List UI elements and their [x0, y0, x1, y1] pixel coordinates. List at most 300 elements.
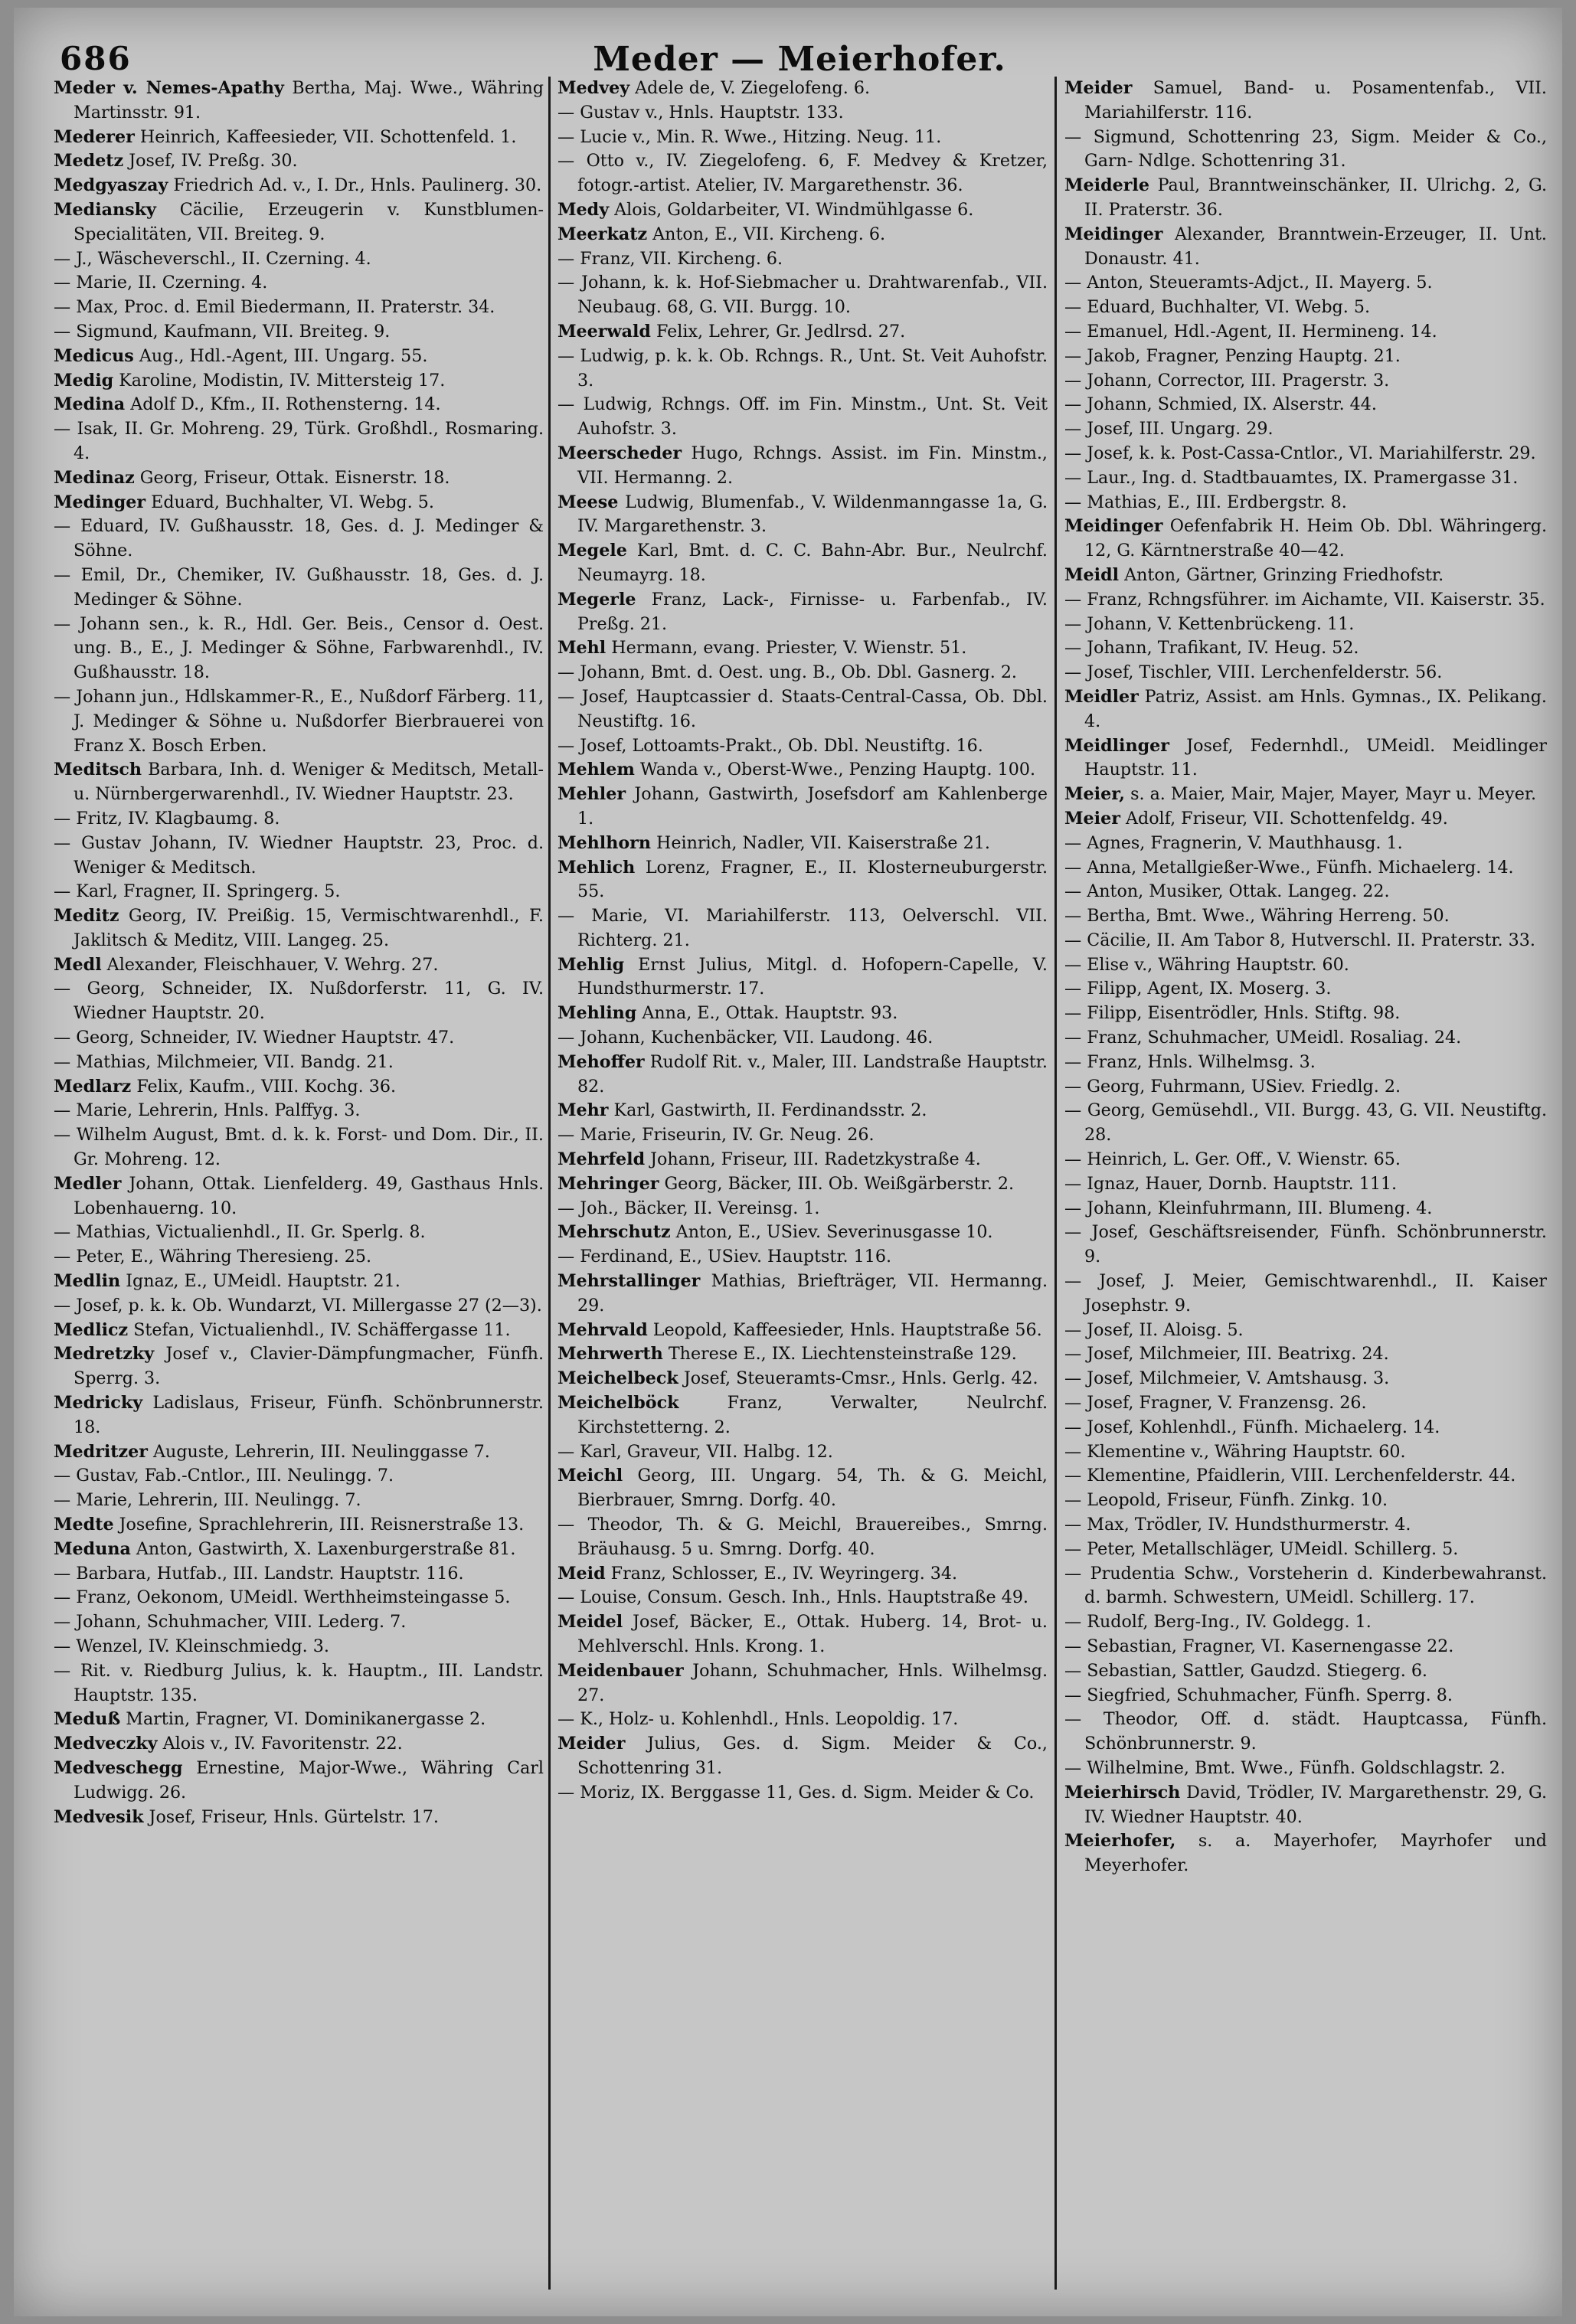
directory-entry: [557, 1659, 1048, 1708]
directory-entry: [1064, 1172, 1547, 1197]
entry-details: Ludwig, Blumenfab., V. Wildenmanngasse 1a, G. IV. Margarethenstr. 3.: [577, 492, 1048, 537]
directory-entry: [557, 832, 1048, 856]
entry-details: Felix, Lehrer, Gr. Jedlrsd. 27.: [650, 321, 906, 342]
entry-surname: Medy: [557, 199, 610, 220]
directory-entry: [54, 1586, 544, 1610]
directory-entry: [557, 758, 1048, 783]
entry-details: Ernst Julius, Mitgl. d. Hofopern-Capelle, V. Hundsthurmerstr. 17.: [577, 954, 1048, 999]
entry-details: Alexander, Branntwein-Erzeuger, II. Unt. Donaustr. 41.: [1084, 224, 1547, 269]
directory-entry: [1064, 174, 1547, 223]
directory-entry: [557, 1342, 1048, 1367]
entry-details: — Josef, II. Aloisg. 5.: [1064, 1319, 1244, 1340]
entry-details: — Theodor, Th. & G. Meichl, Brauereibes., Smrng. Bräuhausg. 5 u. Smrng. Dorfg. 40.: [557, 1515, 1048, 1559]
entry-surname: Mehl: [557, 638, 607, 659]
directory-entry: [1064, 345, 1547, 369]
entry-surname: Medritzer: [54, 1441, 148, 1462]
entry-details: — Georg, Gemüsehdl., VII. Burgg. 43, G. VII. Neustiftg. 28.: [1064, 1100, 1547, 1146]
entry-details: — Johann sen., k. R., Hdl. Ger. Beis., Censor d. Oest. ung. B., E., J. Medinger & Söhne, Farbwarenhdl., IV. Gußhausstr. 18.: [54, 613, 544, 683]
column-divider-2: [1054, 77, 1057, 2290]
entry-details: — Sigmund, Kaufmann, VII. Breiteg. 9.: [54, 321, 391, 342]
entry-details: — Siegfried, Schuhmacher, Fünfh. Sperrg. 8.: [1064, 1685, 1453, 1705]
directory-entry: [557, 1708, 1048, 1732]
directory-entry: [54, 1635, 544, 1659]
entry-details: — Anna, Metallgießer-Wwe., Fünfh. Michaelerg. 14.: [1064, 857, 1514, 878]
entry-details: — Marie, Lehrerin, Hnls. Palffyg. 3.: [54, 1100, 361, 1121]
entry-surname: Medlarz: [54, 1076, 132, 1097]
directory-entry: [1064, 126, 1547, 175]
directory-entry: [1064, 588, 1547, 613]
directory-entry: [557, 1051, 1048, 1100]
entry-details: — Marie, Friseurin, IV. Gr. Neug. 26.: [557, 1125, 875, 1146]
entry-details: Josef, Bäcker, E., Ottak. Huberg. 14, Brot- u. Mehlverschl. Hnls. Krong. 1.: [577, 1612, 1048, 1656]
entry-surname: Meidel: [557, 1612, 623, 1633]
directory-entry: [557, 734, 1048, 759]
entry-surname: Medgyaszay: [54, 175, 168, 196]
entry-details: Bertha, Maj. Wwe., Währing Martinsstr. 91.: [74, 78, 544, 123]
entry-surname: Mediansky: [54, 199, 156, 220]
entry-surname: Medig: [54, 370, 114, 391]
entry-surname: Meider: [557, 1734, 626, 1754]
entry-details: — Eduard, IV. Gußhausstr. 18, Ges. d. J. Medinger & Söhne.: [54, 516, 544, 561]
directory-entry: [557, 491, 1048, 540]
directory-entry: [557, 77, 1048, 101]
entry-surname: Medveschegg: [54, 1757, 183, 1778]
entry-details: — Johann, Schuhmacher, VIII. Lederg. 7.: [54, 1612, 407, 1633]
entry-details: — Mathias, Victualienhdl., II. Gr. Sperlg. 8.: [54, 1222, 426, 1243]
directory-entry: [54, 564, 544, 613]
entry-surname: Meerwald: [557, 321, 651, 342]
entry-details: Ignaz, E., UMeidl. Hauptstr. 21.: [120, 1271, 401, 1292]
entry-details: — Josef, J. Meier, Gemischtwarenhdl., II. Kaiser Josephstr. 9.: [1064, 1271, 1547, 1316]
entry-surname: Meidl: [1064, 564, 1120, 585]
entry-details: — Peter, E., Währing Theresieng. 25.: [54, 1247, 372, 1267]
entry-surname: Mederer: [54, 126, 135, 147]
entry-details: Anton, Gastwirth, X. Laxenburgerstraße 81.: [130, 1538, 516, 1559]
directory-entry: [54, 1806, 544, 1830]
directory-entry: [1064, 466, 1547, 491]
entry-surname: Medvey: [557, 78, 630, 98]
directory-entry: [54, 491, 544, 515]
directory-entry: [54, 77, 544, 126]
directory-entry: [1064, 1757, 1547, 1781]
directory-entry: [54, 296, 544, 320]
entry-details: — Max, Trödler, IV. Hundsthurmerstr. 4.: [1064, 1515, 1411, 1535]
entry-details: Adolf, Friseur, VII. Schottenfeldg. 49.: [1120, 808, 1448, 829]
directory-entry: [1064, 1635, 1547, 1659]
directory-entry: [557, 393, 1048, 442]
entry-details: — Marie, VI. Mariahilferstr. 113, Oelverschl. VII. Richterg. 21.: [557, 906, 1048, 950]
directory-entry: [557, 149, 1048, 198]
directory-entry: [1064, 1367, 1547, 1391]
entry-details: Johann, Ottak. Lienfelderg. 49, Gasthaus Hnls. Lobenhauerng. 10.: [74, 1173, 544, 1218]
directory-entry: [1064, 880, 1547, 904]
directory-entry: [557, 661, 1048, 685]
directory-entry: [54, 417, 544, 466]
entry-details: — Cäcilie, II. Am Tabor 8, Hutverschl. II. Praterstr. 33.: [1064, 930, 1535, 950]
entry-details: Karl, Gastwirth, II. Ferdinandsstr. 2.: [608, 1100, 927, 1121]
column-2: [557, 77, 1048, 2290]
directory-entry: [557, 198, 1048, 223]
entry-details: — Marie, II. Czerning. 4.: [54, 273, 268, 293]
entry-surname: Medte: [54, 1515, 114, 1535]
entry-details: — Laur., Ing. d. Stadtbauamtes, IX. Pramergasse 31.: [1064, 467, 1519, 488]
directory-entry: [54, 1610, 544, 1635]
entry-surname: Megerle: [557, 589, 636, 610]
directory-entry: [557, 1099, 1048, 1123]
entry-surname: Medricky: [54, 1393, 143, 1414]
entry-details: — Prudentia Schw., Vorsteherin d. Kinderbewahranst. d. barmh. Schwestern, UMeidl. Schillerg. 17.: [1064, 1563, 1547, 1608]
directory-entry: [557, 1026, 1048, 1051]
entry-surname: Mehrfeld: [557, 1149, 646, 1170]
entry-details: Hermann, evang. Priester, V. Wienstr. 51.: [606, 638, 967, 659]
column-1: [54, 77, 544, 2290]
directory-entry: [1064, 734, 1547, 783]
entry-details: Adolf D., Kfm., II. Rothensterng. 14.: [125, 394, 441, 415]
directory-entry: [54, 1294, 544, 1319]
entry-details: — Filipp, Agent, IX. Moserg. 3.: [1064, 979, 1332, 999]
entry-details: Martin, Fragner, VI. Dominikanergasse 2.: [120, 1709, 486, 1730]
directory-entry: [54, 880, 544, 904]
entry-details: — Georg, Schneider, IX. Nußdorferstr. 11, G. IV. Wiedner Hauptstr. 20.: [54, 979, 544, 1024]
directory-entry: [557, 320, 1048, 345]
directory-entry: [557, 1440, 1048, 1465]
directory-entry: [54, 1319, 544, 1343]
directory-entry: [1064, 515, 1547, 564]
directory-entry: [1064, 1489, 1547, 1513]
directory-entry: [54, 807, 544, 832]
entry-details: — Franz, Oekonom, UMeidl. Werthheimsteingasse 5.: [54, 1587, 511, 1608]
entry-details: — Marie, Lehrerin, III. Neulingg. 7.: [54, 1490, 361, 1511]
directory-entry: [54, 1221, 544, 1245]
entry-details: — Barbara, Hutfab., III. Landstr. Hauptstr. 116.: [54, 1563, 464, 1584]
directory-entry: [1064, 1075, 1547, 1100]
entry-surname: Medretzky: [54, 1344, 155, 1365]
entry-details: — Theodor, Off. d. städt. Hauptcassa, Fünfh. Schönbrunnerstr. 9.: [1064, 1709, 1547, 1754]
entry-details: Therese E., IX. Liechtensteinstraße 129.: [662, 1344, 1017, 1365]
entry-surname: Medlin: [54, 1271, 121, 1292]
entry-surname: Meier: [1064, 808, 1120, 829]
directory-entry: [557, 1781, 1048, 1806]
entry-details: — Johann, Schmied, IX. Alserstr. 44.: [1064, 394, 1377, 415]
directory-entry: [557, 539, 1048, 588]
entry-surname: Meerkatz: [557, 224, 648, 244]
directory-entry: [54, 174, 544, 198]
entry-details: — Josef, Kohlenhdl., Fünfh. Michaelerg. 14.: [1064, 1417, 1440, 1437]
directory-entry: [54, 977, 544, 1026]
directory-entry: [54, 1538, 544, 1562]
directory-entry: [1064, 613, 1547, 637]
directory-entry: [1064, 271, 1547, 296]
entry-surname: Meidlinger: [1064, 735, 1169, 756]
entry-details: — Franz, Schuhmacher, UMeidl. Rosaliag. 24.: [1064, 1028, 1462, 1048]
entry-details: — Gustav, Fab.-Cntlor., III. Neulingg. 7.: [54, 1466, 394, 1486]
entry-details: Johann, Friseur, III. Radetzkystraße 4.: [645, 1149, 981, 1170]
directory-entry: [1064, 77, 1547, 126]
entry-surname: Meidinger: [1064, 224, 1163, 244]
directory-entry: [54, 247, 544, 272]
directory-entry: [557, 1586, 1048, 1610]
entry-details: — Joh., Bäcker, II. Vereinsg. 1.: [557, 1198, 820, 1218]
directory-entry: [1064, 223, 1547, 272]
directory-entry: [54, 345, 544, 369]
directory-entry: [1064, 1026, 1547, 1051]
entry-details: — Franz, VII. Kircheng. 6.: [557, 248, 783, 269]
directory-entry: [54, 1099, 544, 1123]
entry-surname: Meid: [557, 1563, 606, 1584]
directory-entry: [557, 783, 1048, 832]
entry-surname: Mehlig: [557, 954, 625, 975]
directory-entry: [54, 1123, 544, 1172]
directory-entry: [1064, 320, 1547, 345]
entry-details: — Josef, Geschäftsreisender, Fünfh. Schönbrunnerstr. 9.: [1064, 1222, 1547, 1267]
entry-details: Josef, Steueramts-Cmsr., Hnls. Gerlg. 42.: [678, 1368, 1038, 1389]
entry-details: Anton, Gärtner, Grinzing Friedhofstr.: [1119, 564, 1444, 585]
directory-entry: [557, 1221, 1048, 1245]
entry-details: — Klementine, Pfaidlerin, VIII. Lerchenfelderstr. 44.: [1064, 1466, 1516, 1486]
entry-details: — Franz, Hnls. Wilhelmsg. 3.: [1064, 1051, 1316, 1072]
entry-details: — Gustav v., Hnls. Hauptstr. 133.: [557, 102, 844, 123]
entry-details: Franz, Lack-, Firnisse- u. Farbenfab., IV. Preßg. 21.: [577, 589, 1048, 634]
entry-surname: Mehrstallinger: [557, 1271, 701, 1292]
entry-details: — Wenzel, IV. Kleinschmiedg. 3.: [54, 1636, 329, 1656]
directory-entry: [54, 758, 544, 807]
entry-details: — Karl, Fragner, II. Springerg. 5.: [54, 881, 341, 902]
directory-entry: [557, 1562, 1048, 1587]
entry-details: — Eduard, Buchhalter, VI. Webg. 5.: [1064, 297, 1371, 318]
entry-details: Josef, Federnhdl., UMeidl. Meidlinger Hauptstr. 11.: [1084, 735, 1547, 780]
entry-details: Friedrich Ad. v., I. Dr., Hnls. Paulinerg. 30.: [168, 175, 542, 196]
directory-entry: [1064, 491, 1547, 515]
entry-details: Johann, Schuhmacher, Hnls. Wilhelmsg. 27.: [577, 1660, 1048, 1705]
directory-entry: [557, 636, 1048, 661]
directory-entry: [54, 613, 544, 685]
directory-entry: [54, 320, 544, 345]
entry-details: Julius, Ges. d. Sigm. Meider & Co., Schottenring 31.: [577, 1734, 1048, 1778]
directory-entry: [557, 1172, 1048, 1197]
directory-entry: [1064, 1391, 1547, 1416]
directory-entry: [1064, 1319, 1547, 1343]
entry-details: — Jakob, Fragner, Penzing Hauptg. 21.: [1064, 345, 1401, 366]
entry-details: — Otto v., IV. Ziegelofeng. 6, F. Medvey & Kretzer, fotogr.-artist. Atelier, IV. Margarethenstr. 36.: [557, 151, 1048, 196]
directory-entry: [1064, 856, 1547, 881]
entry-details: s. a. Maier, Mair, Majer, Mayer, Mayr u. Meyer.: [1125, 784, 1537, 805]
entry-details: — Georg, Fuhrmann, USiev. Friedlg. 2.: [1064, 1076, 1401, 1097]
directory-entry: [1064, 442, 1547, 466]
entry-surname: Meidinger: [1064, 516, 1163, 537]
entry-details: Mathias, Briefträger, VII. Hermanng. 29.: [577, 1271, 1048, 1316]
directory-entry: [54, 1172, 544, 1221]
entry-details: — Josef, Tischler, VIII. Lerchenfelderstr. 56.: [1064, 662, 1443, 683]
directory-entry: [1064, 1002, 1547, 1026]
entry-surname: Meier,: [1064, 784, 1126, 805]
directory-entry: [1064, 783, 1547, 807]
entry-surname: Medlicz: [54, 1319, 129, 1340]
directory-entry: [557, 126, 1048, 150]
entry-surname: Meierhirsch: [1064, 1782, 1181, 1803]
directory-entry: [54, 369, 544, 394]
directory-entry: [1064, 1829, 1547, 1878]
entry-details: — Peter, Metallschläger, UMeidl. Schillerg. 5.: [1064, 1538, 1459, 1559]
entry-details: Paul, Branntweinschänker, II. Ulrichg. 2, G. II. Praterstr. 36.: [1084, 175, 1547, 220]
directory-entry: [54, 1051, 544, 1075]
entry-details: Patriz, Assist. am Hnls. Gymnas., IX. Pelikang. 4.: [1084, 686, 1547, 731]
entry-details: Rudolf Rit. v., Maler, III. Landstraße Hauptstr. 82.: [577, 1051, 1048, 1097]
directory-entry: [1064, 564, 1547, 588]
entry-surname: Meese: [557, 492, 619, 512]
entry-details: — Moriz, IX. Berggasse 11, Ges. d. Sigm. Meider & Co.: [557, 1782, 1035, 1803]
directory-entry: [1064, 636, 1547, 661]
directory-entry: [1064, 417, 1547, 442]
entry-details: — Ignaz, Hauer, Dornb. Hauptstr. 111.: [1064, 1173, 1398, 1194]
entry-details: — Wilhelm August, Bmt. d. k. k. Forst- und Dom. Dir., II. Gr. Mohreng. 12.: [54, 1125, 544, 1170]
directory-entry: [1064, 1464, 1547, 1489]
directory-entry: [54, 1270, 544, 1294]
directory-entry: [1064, 1148, 1547, 1172]
entry-surname: Mehr: [557, 1100, 609, 1121]
entry-surname: Meditz: [54, 906, 119, 927]
entry-details: — J., Wäscheverschl., II. Czerning. 4.: [54, 248, 371, 269]
entry-surname: Medvesik: [54, 1806, 144, 1827]
entry-details: — Mathias, Milchmeier, VII. Bandg. 21.: [54, 1051, 394, 1072]
entry-details: Franz, Verwalter, Neulrchf. Kirchstetterng. 2.: [577, 1393, 1048, 1437]
entry-details: — Anton, Musiker, Ottak. Langeg. 22.: [1064, 881, 1390, 902]
entry-details: Anton, E., USiev. Severinusgasse 10.: [670, 1222, 993, 1243]
column-3: [1064, 77, 1547, 2290]
entry-details: Ladislaus, Friseur, Fünfh. Schönbrunnerstr. 18.: [74, 1393, 544, 1437]
directory-entry: [54, 126, 544, 150]
entry-details: — Johann, Kuchenbäcker, VII. Laudong. 46.: [557, 1028, 934, 1048]
directory-entry: [1064, 1197, 1547, 1221]
directory-entry: [54, 393, 544, 417]
entry-surname: Medetz: [54, 151, 124, 172]
entry-details: — Sigmund, Schottenring 23, Sigm. Meider & Co., Garn- Ndlge. Schottenring 31.: [1064, 126, 1547, 172]
directory-entry: [557, 1513, 1048, 1562]
entry-surname: Medicus: [54, 345, 134, 366]
entry-details: — Josef, k. k. Post-Cassa-Cntlor., VI. Mariahilferstr. 29.: [1064, 443, 1536, 463]
page-number: 686: [60, 40, 132, 77]
directory-entry: [557, 953, 1048, 1002]
entry-details: Cäcilie, Erzeugerin v. Kunstblumen-Specialitäten, VII. Breiteg. 9.: [74, 199, 544, 244]
entry-details: Georg, Bäcker, III. Ob. Weißgärberstr. 2.: [659, 1173, 1015, 1194]
entry-details: — Ludwig, Rchngs. Off. im Fin. Minstm., Unt. St. Veit Auhofstr. 3.: [557, 394, 1048, 440]
directory-entry: [54, 1562, 544, 1587]
entry-details: Karoline, Modistin, IV. Mittersteig 17.: [113, 370, 446, 391]
directory-entry: [54, 1391, 544, 1440]
entry-details: Alois v., IV. Favoritenstr. 22.: [157, 1734, 403, 1754]
running-title: Meder — Meierhofer.: [593, 40, 1006, 79]
entry-details: — Josef, Fragner, V. Franzensg. 26.: [1064, 1393, 1367, 1414]
directory-entry: [1064, 1221, 1547, 1270]
directory-entry: [1064, 904, 1547, 929]
directory-entry: [54, 1342, 544, 1391]
entry-details: — Emil, Dr., Chemiker, IV. Gußhausstr. 18, Ges. d. J. Medinger & Söhne.: [54, 564, 544, 610]
entry-surname: Mehlich: [557, 857, 636, 878]
directory-entry: [1064, 1610, 1547, 1635]
directory-entry: [54, 1659, 544, 1708]
entry-details: — Max, Proc. d. Emil Biedermann, II. Praterstr. 34.: [54, 297, 495, 318]
entry-details: — Louise, Consum. Gesch. Inh., Hnls. Hauptstraße 49.: [557, 1587, 1028, 1608]
entry-details: Oefenfabrik H. Heim Ob. Dbl. Währingerg. 12, G. Kärntnerstraße 40—42.: [1084, 516, 1547, 561]
entry-details: Georg, III. Ungarg. 54, Th. & G. Meichl, Bierbrauer, Smrng. Dorfg. 40.: [577, 1466, 1048, 1511]
directory-entry: [557, 1319, 1048, 1343]
directory-entry: [557, 101, 1048, 126]
entry-details: — Johann, k. k. Hof-Siebmacher u. Drahtwarenfab., VII. Neubaug. 68, G. VII. Burgg. 10.: [557, 273, 1048, 318]
entry-details: — Emanuel, Hdl.-Agent, II. Hermineng. 14.: [1064, 321, 1437, 342]
entry-surname: Meduna: [54, 1538, 131, 1559]
directory-entry: [1064, 807, 1547, 832]
entry-surname: Mehlem: [557, 760, 635, 780]
directory-entry: [557, 1610, 1048, 1659]
entry-details: Adele de, V. Ziegelofeng. 6.: [629, 78, 871, 98]
directory-entry: [1064, 1562, 1547, 1611]
entry-details: Lorenz, Fragner, E., II. Klosterneuburgerstr. 55.: [577, 857, 1048, 902]
directory-entry: [1064, 977, 1547, 1002]
entry-surname: Meidler: [1064, 686, 1139, 707]
entry-details: — Rit. v. Riedburg Julius, k. k. Hauptm., III. Landstr. Hauptstr. 135.: [54, 1660, 544, 1705]
entry-details: — K., Holz- u. Kohlenhdl., Hnls. Leopoldig. 17.: [557, 1709, 959, 1730]
directory-entry: [557, 1367, 1048, 1391]
directory-entry: [557, 1464, 1048, 1513]
entry-details: Hugo, Rchngs. Assist. im Fin. Minstm., VII. Hermanng. 2.: [577, 443, 1048, 488]
entry-details: Josef v., Clavier-Dämpfungmacher, Fünfh. Sperrg. 3.: [74, 1344, 544, 1389]
entry-details: — Johann, Bmt. d. Oest. ung. B., Ob. Dbl. Gasnerg. 2.: [557, 662, 1017, 683]
entry-surname: Meditsch: [54, 760, 142, 780]
entry-details: — Johann jun., Hdlskammer-R., E., Nußdorf Färberg. 11, J. Medinger & Söhne u. Nußdorfer Bierbrauerei von Franz X. Bosch Erben.: [54, 686, 544, 756]
directory-entry: [557, 1245, 1048, 1270]
entry-details: — Josef, p. k. k. Ob. Wundarzt, VI. Millergasse 27 (2—3).: [54, 1295, 542, 1316]
directory-entry: [557, 1270, 1048, 1319]
directory-entry: [54, 1732, 544, 1757]
directory-entry: [557, 1002, 1048, 1026]
entry-details: Felix, Kaufm., VIII. Kochg. 36.: [131, 1076, 397, 1097]
entry-details: Aug., Hdl.-Agent, III. Ungarg. 55.: [133, 345, 428, 366]
entry-details: — Sebastian, Fragner, VI. Kasernengasse 22.: [1064, 1636, 1454, 1656]
directory-entry: [557, 856, 1048, 905]
entry-details: — Johann, Kleinfuhrmann, III. Blumeng. 4.: [1064, 1198, 1433, 1218]
directory-entry: [557, 345, 1048, 394]
directory-entry: [1064, 661, 1547, 685]
entry-details: Auguste, Lehrerin, III. Neulinggasse 7.: [147, 1441, 490, 1462]
entry-details: — Rudolf, Berg-Ing., IV. Goldegg. 1.: [1064, 1612, 1372, 1633]
entry-details: Alois, Goldarbeiter, VI. Windmühlgasse 6.: [609, 199, 974, 220]
directory-entry: [54, 685, 544, 758]
entry-details: Alexander, Fleischhauer, V. Wehrg. 27.: [101, 954, 439, 975]
entry-details: Georg, Friseur, Ottak. Eisnerstr. 18.: [134, 467, 450, 488]
entry-details: — Anton, Steueramts-Adjct., II. Mayerg. 5.: [1064, 273, 1433, 293]
directory-entry: [54, 1026, 544, 1051]
directory-entry: [557, 1391, 1048, 1440]
directory-entry: [1064, 1099, 1547, 1148]
directory-entry: [1064, 1270, 1547, 1319]
entry-details: — Josef, Milchmeier, V. Amtshausg. 3.: [1064, 1368, 1390, 1389]
directory-entry: [1064, 685, 1547, 734]
entry-details: Josefine, Sprachlehrerin, III. Reisnerstraße 13.: [113, 1515, 525, 1535]
entry-details: — Josef, Lottoamts-Prakt., Ob. Dbl. Neustiftg. 16.: [557, 735, 983, 756]
entry-details: — Johann, V. Kettenbrückeng. 11.: [1064, 613, 1355, 634]
entry-details: — Bertha, Bmt. Wwe., Währing Herreng. 50.: [1064, 906, 1450, 927]
entry-surname: Megele: [557, 541, 627, 561]
directory-entry: [54, 515, 544, 564]
directory-entry: [557, 1197, 1048, 1221]
entry-surname: Mehling: [557, 1003, 637, 1024]
entry-details: — Agnes, Fragnerin, V. Mauthhausg. 1.: [1064, 832, 1403, 853]
entry-details: Heinrich, Nadler, VII. Kaiserstraße 21.: [651, 832, 990, 853]
column-divider-1: [548, 77, 551, 2290]
directory-entry: [1064, 832, 1547, 856]
directory-entry: [54, 832, 544, 881]
entry-surname: Mehrschutz: [557, 1222, 671, 1243]
entry-details: — Johann, Corrector, III. Pragerstr. 3.: [1064, 370, 1390, 391]
